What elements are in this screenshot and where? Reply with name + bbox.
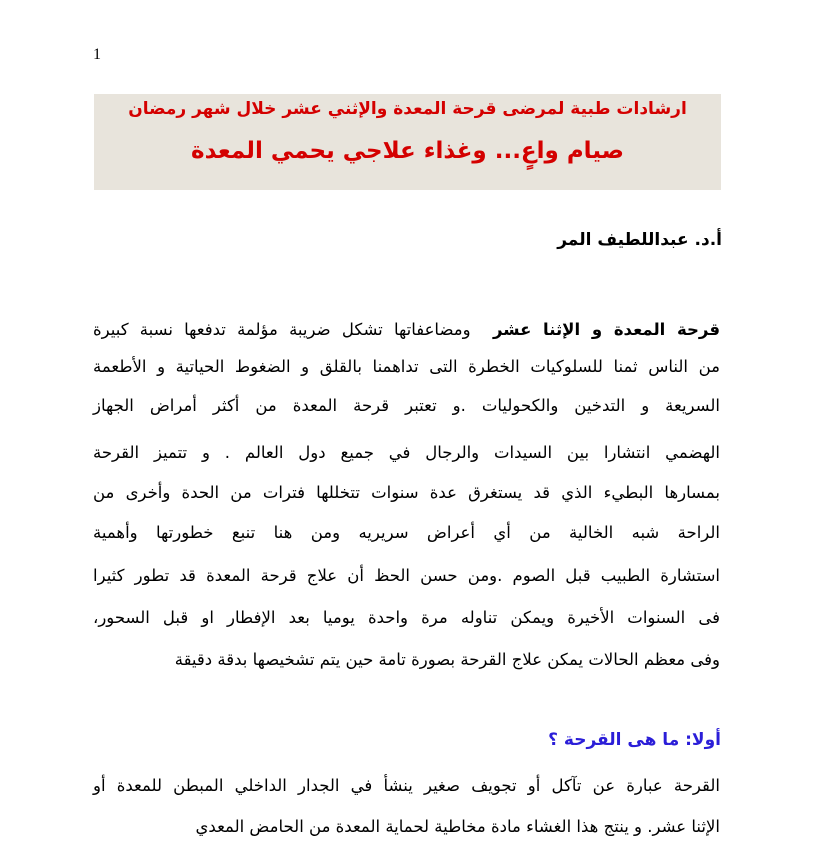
intro-line-5: بمسارها البطيء الذي قد يستغرق عدة سنوات تتخللها فترات من الحدة وأخرى من	[93, 483, 720, 502]
section-heading: أولا: ما هى القرحة ؟	[548, 730, 721, 750]
intro-line-1	[93, 318, 720, 342]
intro-line-3: السريعة و التدخين والكحوليات .و تعتبر قرحة المعدة من أكثر أمراض الجهاز	[93, 396, 720, 415]
intro-line-7: استشارة الطبيب قبل الصوم .ومن حسن الحظ أن علاج قرحة المعدة قد تطور كثيرا	[93, 566, 720, 585]
title-subtitle: ارشادات طبية لمرضى قرحة المعدة والإثني عشر خلال شهر رمضان	[128, 99, 687, 119]
title-main: صيام واعٍ... وغذاء علاجي يحمي المعدة	[191, 138, 624, 164]
author-name: أ.د. عبداللطيف المر	[557, 230, 722, 250]
section-line-2: الإثنا عشر. و ينتج هذا الغشاء مادة مخاطية لحماية المعدة من الحامض المعدي	[195, 817, 720, 836]
intro-line-4: الهضمي انتشارا بين السيدات والرجال في جميع دول العالم . و تتميز القرحة	[93, 443, 720, 462]
intro-line-8: فى السنوات الأخيرة ويمكن تناوله مرة واحدة يوميا بعد الإفطار او قبل السحور،	[93, 608, 720, 627]
intro-line-9: وفى معظم الحالات يمكن علاج القرحة بصورة تامة حين يتم تشخيصها بدقة دقيقة	[174, 650, 720, 669]
page-number: 1	[93, 46, 101, 63]
intro-line-2: من الناس ثمنا للسلوكيات الخطرة التى تداهمنا بالقلق و الضغوط الحياتية و الأطعمة	[93, 357, 720, 376]
intro-line-6: الراحة شبه الخالية من أي أعراض سريريه ومن هنا تنبع خطورتها وأهمية	[93, 523, 720, 542]
title-box	[94, 94, 721, 190]
section-line-1: القرحة عبارة عن تآكل أو تجويف صغير ينشأ في الجدار الداخلي المبطن للمعدة أو	[93, 776, 720, 795]
intro-line-text: ومضاعفاتها تشكل ضريبة مؤلمة تدفعها نسبة كبيرة	[93, 320, 471, 339]
intro-lead-bold: قرحة المعدة و الإثنا عشر	[493, 320, 721, 339]
